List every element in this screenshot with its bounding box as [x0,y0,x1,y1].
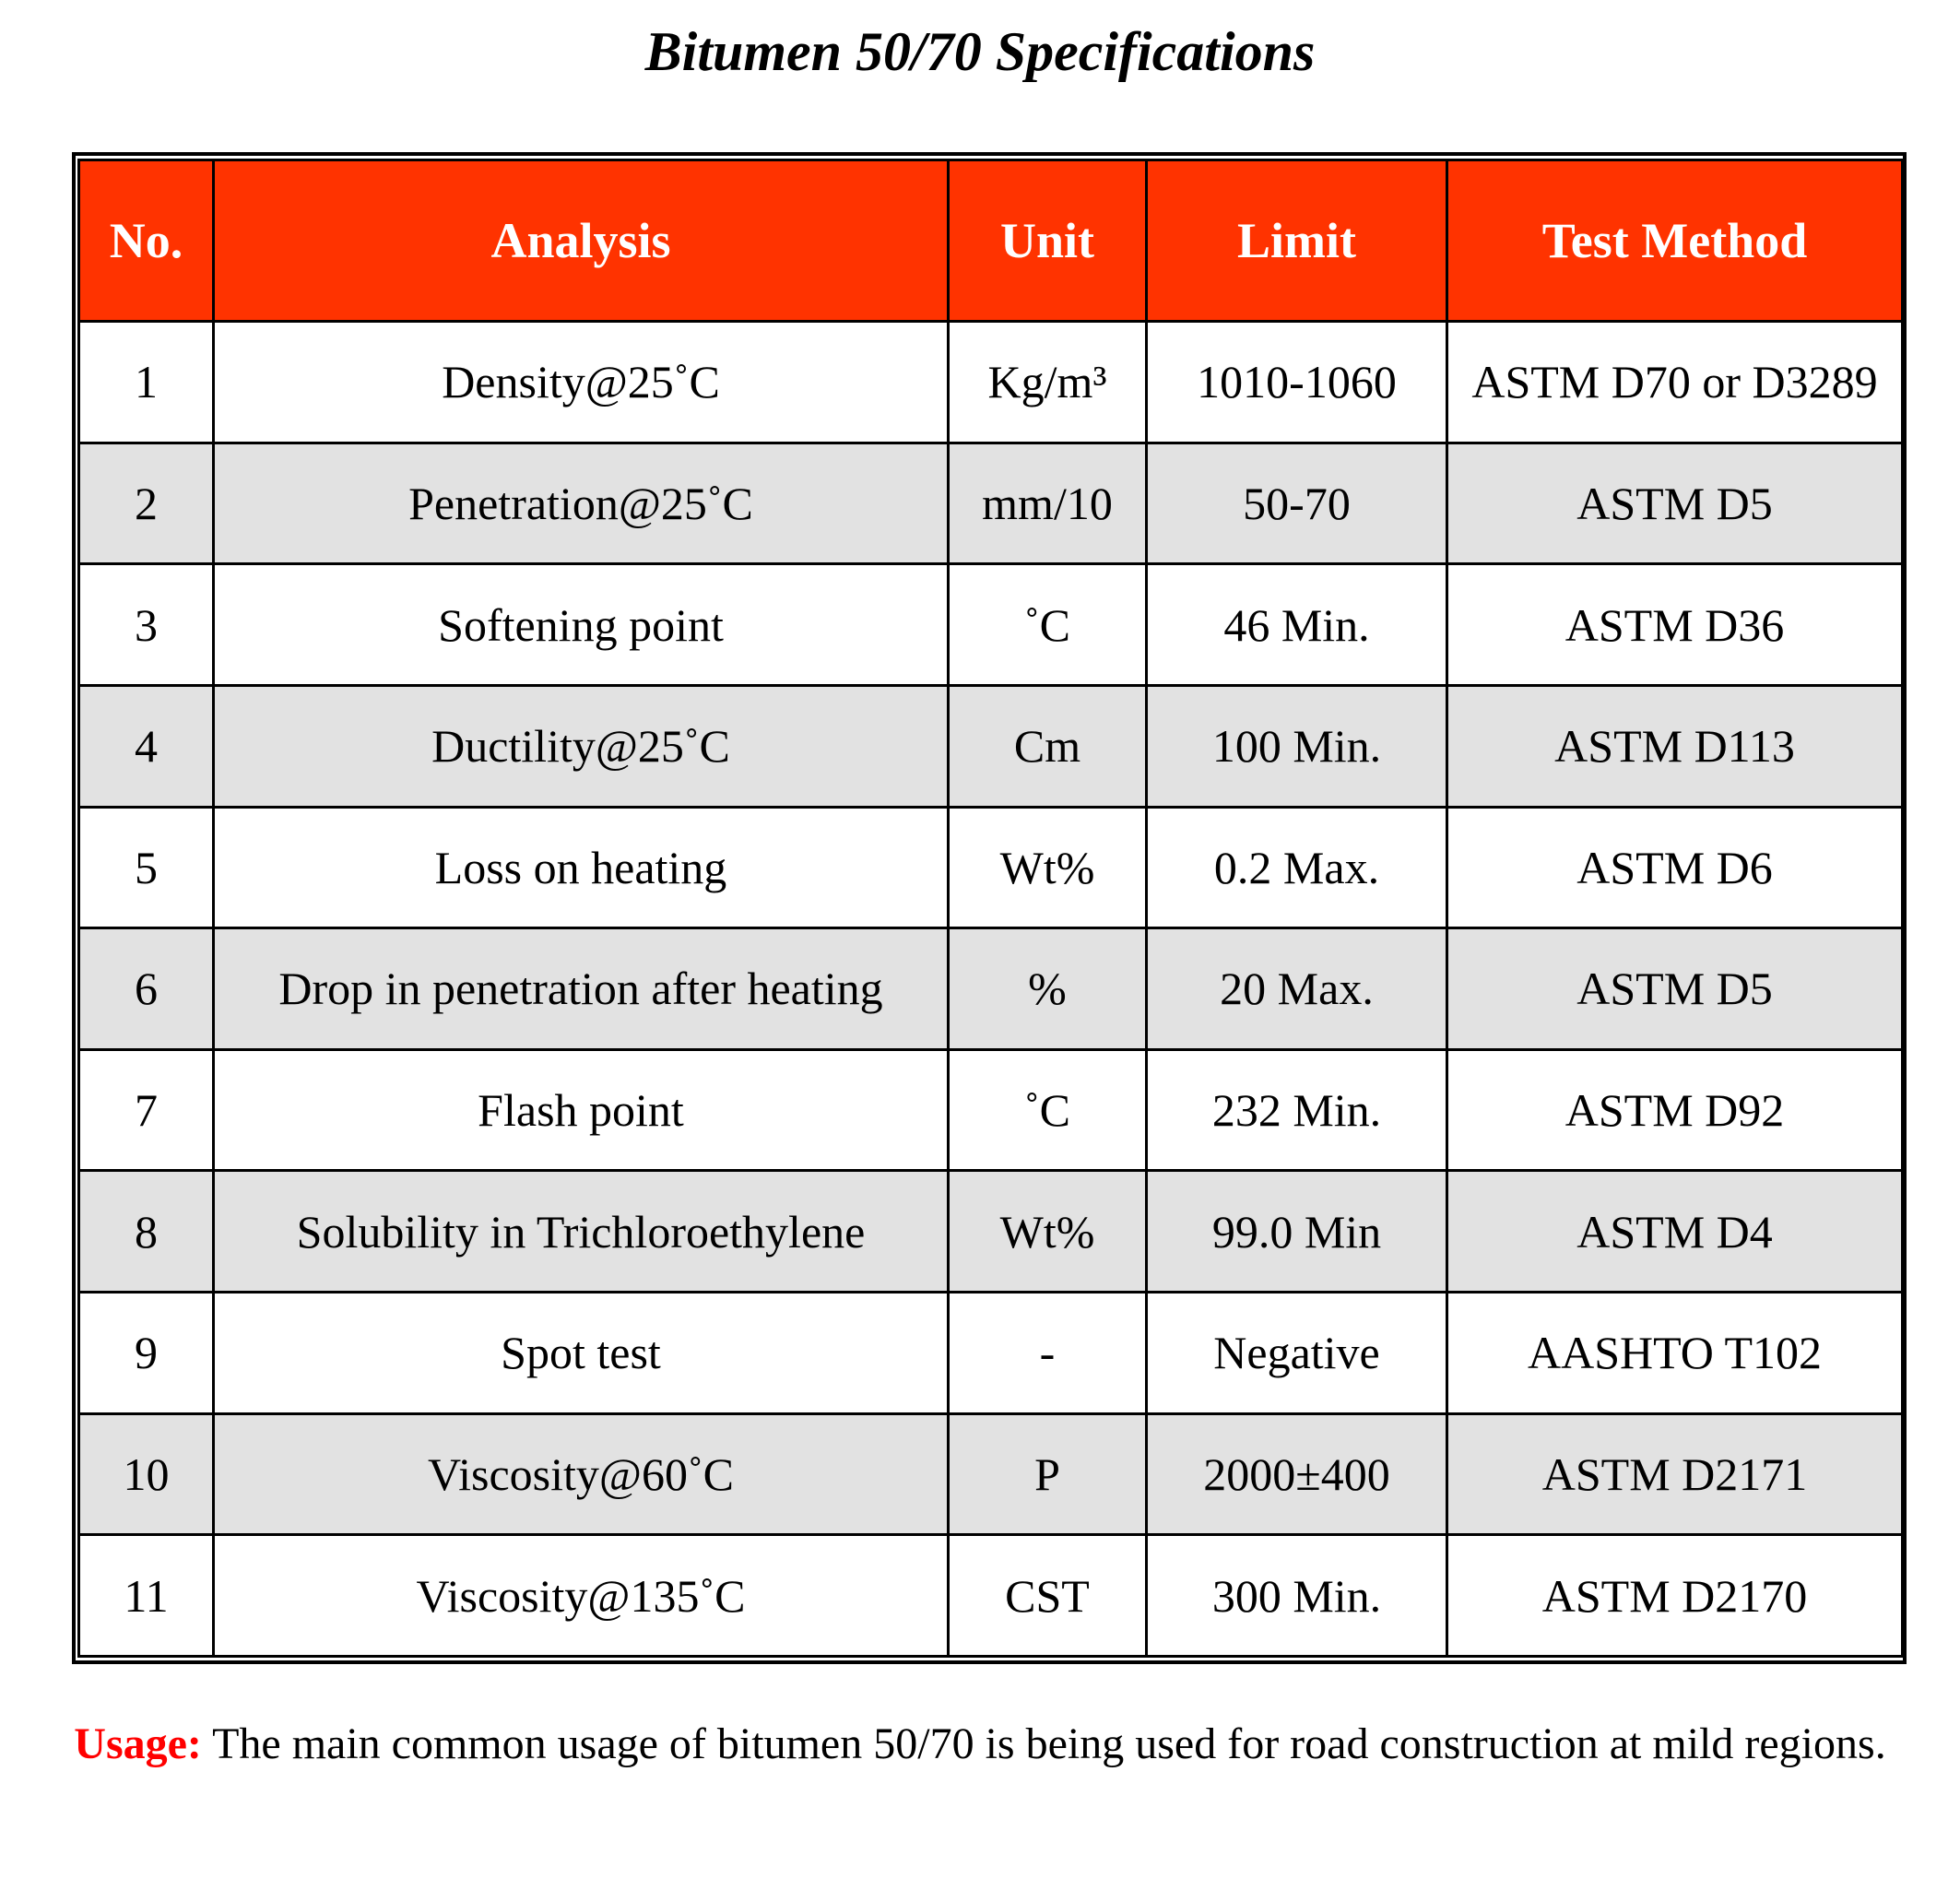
cell-limit: 0.2 Max. [1147,807,1447,928]
cell-no: 7 [79,1049,214,1171]
cell-test-method: ASTM D5 [1447,928,1903,1050]
cell-test-method: ASTM D92 [1447,1049,1903,1171]
table-row [79,1171,1903,1293]
cell-no: 11 [79,1535,214,1657]
table-row [79,928,1903,1050]
cell-no: 9 [79,1293,214,1414]
cell-unit: Wt% [949,807,1147,928]
cell-analysis: Spot test [214,1293,949,1414]
cell-limit: 300 Min. [1147,1535,1447,1657]
cell-limit: 50-70 [1147,443,1447,564]
cell-analysis: Penetration@25˚C [214,443,949,564]
cell-unit: ˚C [949,1049,1147,1171]
cell-limit: 46 Min. [1147,564,1447,686]
cell-no: 10 [79,1413,214,1535]
cell-unit: - [949,1293,1147,1414]
table-row [79,564,1903,686]
cell-limit: 99.0 Min [1147,1171,1447,1293]
cell-analysis: Softening point [214,564,949,686]
cell-test-method: ASTM D113 [1447,685,1903,807]
cell-no: 3 [79,564,214,686]
cell-analysis: Flash point [214,1049,949,1171]
page-title: Bitumen 50/70 Specifications [644,21,1316,82]
cell-analysis: Drop in penetration after heating [214,928,949,1050]
header-unit: Unit [949,160,1147,322]
table-row [79,807,1903,928]
table-row [79,1049,1903,1171]
cell-analysis: Solubility in Trichloroethylene [214,1171,949,1293]
specifications-table [77,159,1904,1658]
cell-unit: CST [949,1535,1147,1657]
cell-no: 4 [79,685,214,807]
cell-unit: Wt% [949,1171,1147,1293]
cell-limit: 2000±400 [1147,1413,1447,1535]
table-row [79,322,1903,443]
cell-analysis: Viscosity@135˚C [214,1535,949,1657]
cell-test-method: ASTM D70 or D3289 [1447,322,1903,443]
usage-note [0,1717,1960,1772]
cell-unit: P [949,1413,1147,1535]
cell-analysis: Ductility@25˚C [214,685,949,807]
header-limit: Limit [1147,160,1447,322]
table-row [79,1293,1903,1414]
cell-no: 1 [79,322,214,443]
cell-test-method: ASTM D5 [1447,443,1903,564]
table-row [79,1535,1903,1657]
cell-limit: 20 Max. [1147,928,1447,1050]
cell-test-method: ASTM D2171 [1447,1413,1903,1535]
cell-no: 6 [79,928,214,1050]
cell-no: 8 [79,1171,214,1293]
cell-test-method: AASHTO T102 [1447,1293,1903,1414]
cell-limit: 1010-1060 [1147,322,1447,443]
cell-test-method: ASTM D4 [1447,1171,1903,1293]
table-header-row [79,160,1903,322]
header-test-method: Test Method [1447,160,1903,322]
cell-unit: ˚C [949,564,1147,686]
cell-unit: Kg/m³ [949,322,1147,443]
usage-text: The main common usage of bitumen 50/70 is being used for road construction at mild regions. [212,1719,1886,1768]
cell-limit: 100 Min. [1147,685,1447,807]
header-no: No. [79,160,214,322]
cell-unit: Cm [949,685,1147,807]
cell-unit: mm/10 [949,443,1147,564]
cell-limit: Negative [1147,1293,1447,1414]
cell-test-method: ASTM D6 [1447,807,1903,928]
table-row [79,443,1903,564]
cell-test-method: ASTM D36 [1447,564,1903,686]
usage-label: Usage: [74,1719,202,1768]
cell-analysis: Loss on heating [214,807,949,928]
cell-no: 5 [79,807,214,928]
cell-unit: % [949,928,1147,1050]
table-row [79,1413,1903,1535]
cell-no: 2 [79,443,214,564]
cell-analysis: Density@25˚C [214,322,949,443]
header-analysis: Analysis [214,160,949,322]
cell-limit: 232 Min. [1147,1049,1447,1171]
cell-test-method: ASTM D2170 [1447,1535,1903,1657]
cell-analysis: Viscosity@60˚C [214,1413,949,1535]
table-row [79,685,1903,807]
